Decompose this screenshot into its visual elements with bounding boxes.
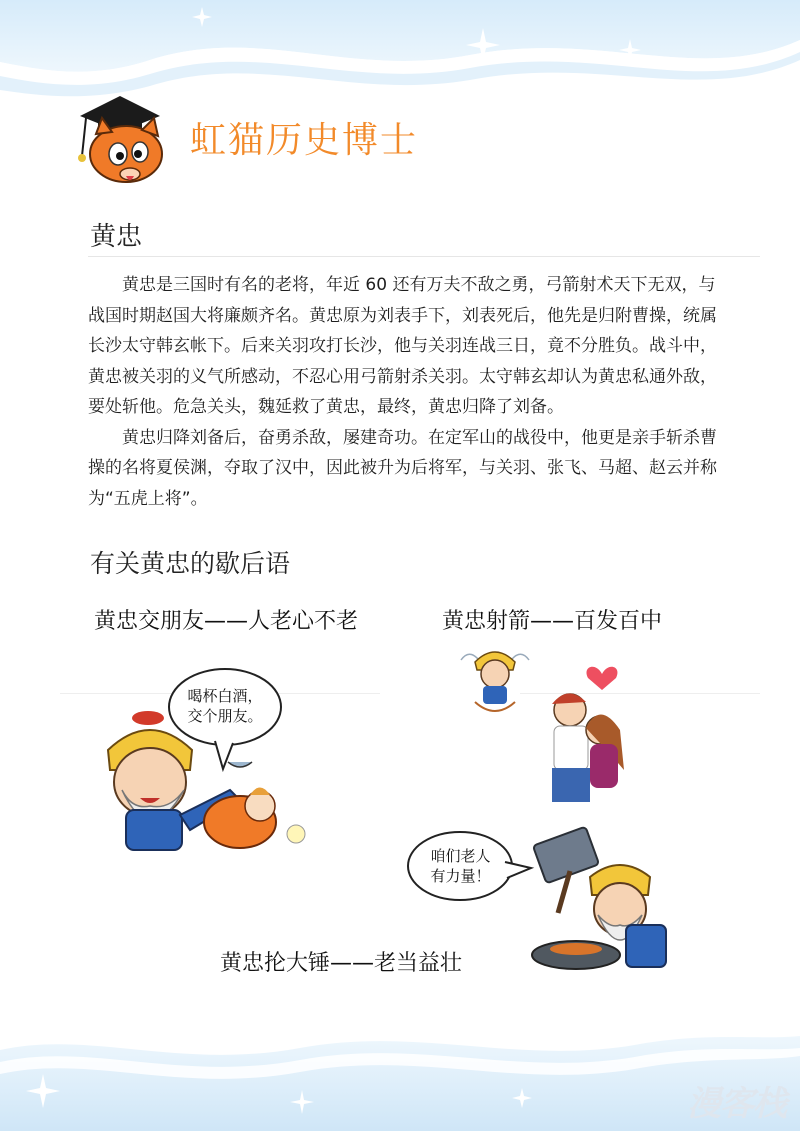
mascot-cat-icon bbox=[72, 78, 184, 190]
saying-1: 黄忠交朋友——人老心不老 bbox=[94, 609, 359, 634]
couple-illustration bbox=[538, 660, 638, 810]
sayings-heading: 有关黄忠的歇后语 bbox=[90, 549, 291, 578]
heading-divider bbox=[88, 256, 760, 257]
saying-3: 黄忠抡大锤——老当益壮 bbox=[220, 951, 463, 976]
article-body bbox=[88, 270, 728, 514]
watermark-logo: 漫客栈 bbox=[687, 1084, 786, 1124]
article-paragraph: 黄忠是三国时有名的老将，年近 60 还有万夫不敌之勇，弓箭射术天下无双，与战国时期赵国大将廉颇齐名。黄忠原为刘表手下，刘表死后，他先是归附曹操，统属长沙太守韩玄帐下。后来关羽攻打长沙，他与关羽连战三日，竟不分胜负。战斗中，黄忠被关羽的义气所感动，不忍心用弓箭射杀关羽。太守韩玄却认为黄忠私通外敌，要处斩他。危急关头，魏延救了黄忠，最终，黄忠归降了刘备。 bbox=[88, 275, 717, 417]
article-paragraph: 黄忠归降刘备后，奋勇杀敌，屡建奇功。在定军山的战役中，他更是亲手斩杀曹操的名将夏侯渊，夺取了汉中，因此被升为后将军，与关羽、张飞、马超、赵云并称为“五虎上将”。 bbox=[88, 427, 717, 509]
huang-zhong-toast-illustration bbox=[100, 710, 315, 860]
article-heading: 黄忠 bbox=[90, 222, 143, 252]
bottom-decorative-band bbox=[0, 1000, 800, 1131]
hammer-general-illustration bbox=[530, 825, 675, 975]
cupid-general-illustration bbox=[455, 640, 535, 720]
saying-2: 黄忠射箭——百发百中 bbox=[442, 609, 663, 634]
speech-bubble-text: 喝杯白酒， 交个朋友。 bbox=[187, 687, 263, 725]
page-title: 虹猫历史博士 bbox=[190, 120, 419, 161]
speech-bubble-text: 咱们老人 有力量！ bbox=[430, 847, 491, 885]
